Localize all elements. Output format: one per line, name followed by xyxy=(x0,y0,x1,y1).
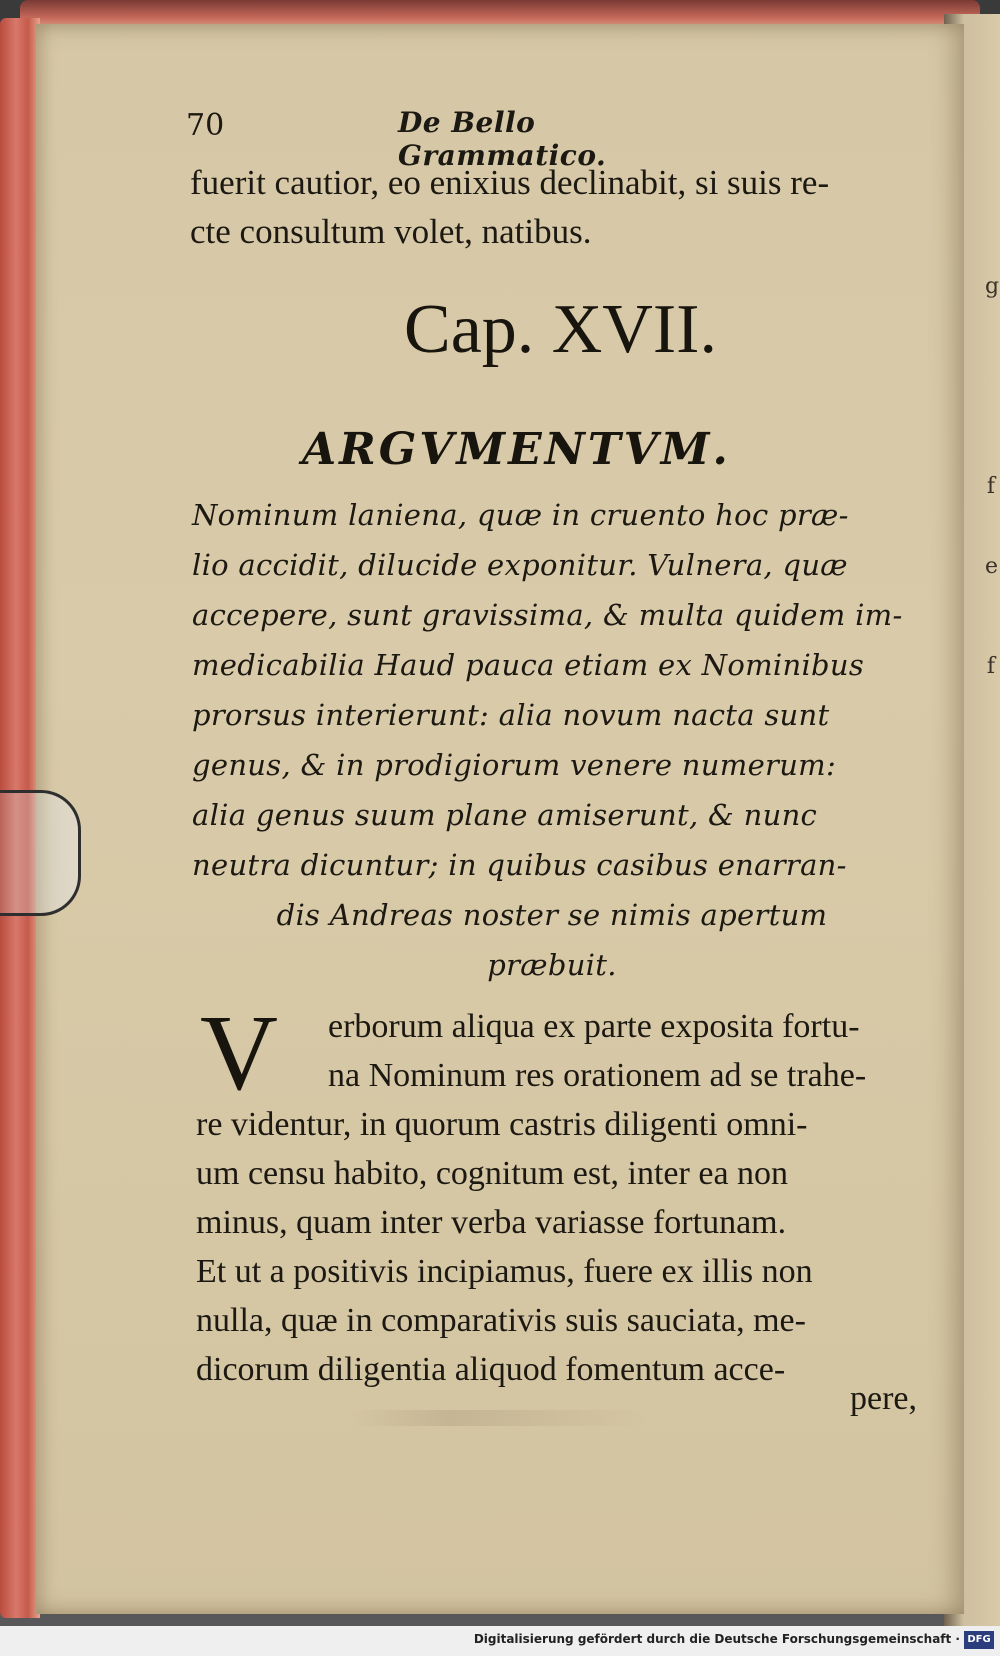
dfg-logo-icon: DFG xyxy=(964,1631,994,1649)
body-line: erborum aliqua ex parte exposita fortu- xyxy=(328,1008,860,1045)
body-line: dicorum diligentia aliquod fomentum acce- xyxy=(196,1351,786,1388)
argument-line: accepere, sunt gravissima, & multa quidem im- xyxy=(192,598,903,632)
facing-page-fragment: g xyxy=(985,274,1000,299)
argument-line: Nominum laniena, quæ in cruento hoc præ- xyxy=(192,498,849,532)
page-header xyxy=(186,104,706,172)
body-line: nulla, quæ in comparativis suis sauciata, me- xyxy=(196,1302,806,1339)
continuation-text xyxy=(190,158,920,256)
body-line: re videntur, in quorum castris diligenti omni- xyxy=(196,1106,808,1143)
body-line: minus, quam inter verba variasse fortunam. xyxy=(196,1204,787,1241)
argument-line: genus, & in prodigiorum venere numerum: xyxy=(192,748,837,782)
body-line: Et ut a positivis incipiamus, fuere ex illis non xyxy=(196,1253,813,1290)
argument-line: præbuit. xyxy=(487,948,617,982)
facing-page-fragment: f xyxy=(986,654,996,679)
attribution-footer xyxy=(0,1626,1000,1656)
footer-text: Digitalisierung gefördert durch die Deutsche Forschungsgemeinschaft · xyxy=(473,1632,960,1646)
argument-line: dis Andreas noster se nimis apertum xyxy=(276,898,828,932)
page-number: 70 xyxy=(186,108,225,143)
body-line: na Nominum res orationem ad se trahe- xyxy=(328,1057,867,1094)
drop-cap: V xyxy=(200,994,278,1113)
body-text xyxy=(196,994,926,1394)
page-tab-marker xyxy=(0,790,81,916)
running-head: De Bello Grammatico. xyxy=(398,106,607,172)
facing-page-fragment: f xyxy=(986,474,996,499)
argument-line: medicabilia Haud pauca etiam ex Nominibus xyxy=(192,648,865,682)
catchword: pere, xyxy=(850,1380,918,1417)
argument-line: lio accidit, dilucide exponitur. Vulnera, quæ xyxy=(192,548,848,582)
text-line: cte consultum volet, natibus. xyxy=(190,212,592,251)
facing-page-fragment: e xyxy=(985,554,999,579)
argument-title: ARGVMENTVM. xyxy=(302,424,731,475)
argument-line: prorsus interierunt: alia novum nacta sunt xyxy=(192,698,830,732)
text-line: fuerit cautior, eo enixius declinabit, si suis re- xyxy=(190,163,830,202)
body-line: um censu habito, cognitum est, inter ea non xyxy=(196,1155,789,1192)
chapter-title: Cap. XVII. xyxy=(404,291,717,368)
argument-line: alia genus suum plane amiserunt, & nunc xyxy=(192,798,818,832)
argument-text xyxy=(192,490,912,990)
argument-line: neutra dicuntur; in quibus casibus enarran- xyxy=(192,848,847,882)
show-through-shadow xyxy=(200,1410,700,1426)
